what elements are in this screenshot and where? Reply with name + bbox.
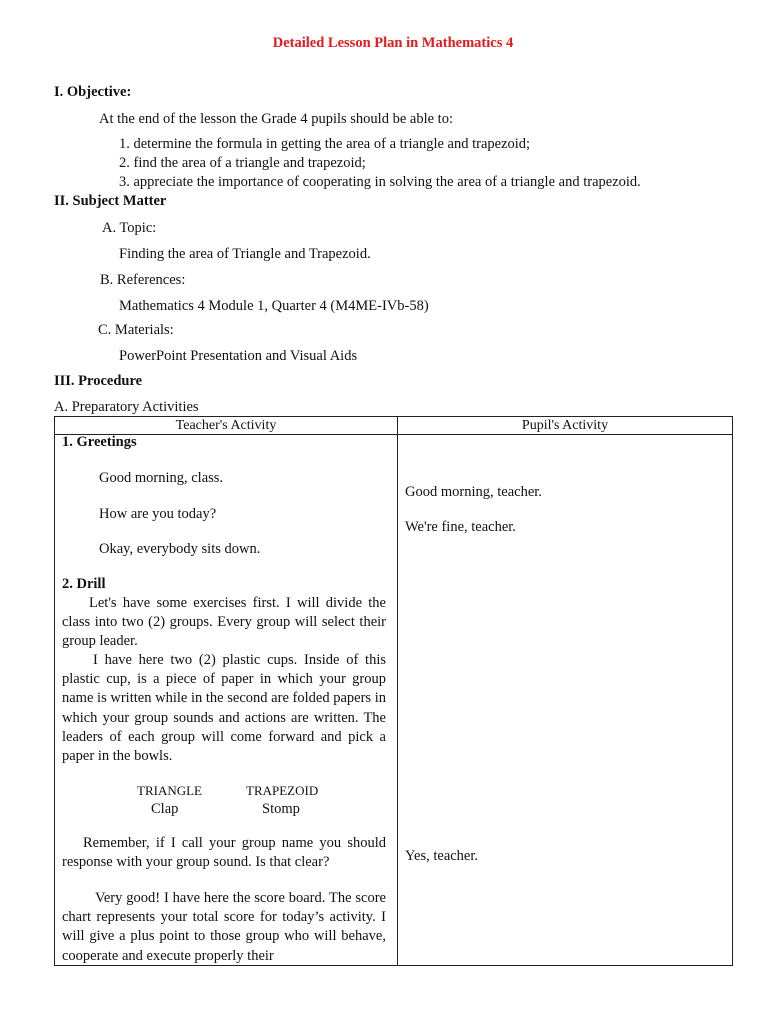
preparatory-activities-label: A. Preparatory Activities: [54, 399, 199, 415]
subject-matter-heading: II. Subject Matter: [54, 193, 167, 209]
drill-paragraph-4: Very good! I have here the score board. The score chart represents your total score for today’s activity. I will give a plus point to those group who will behave, cooperate and execute properly their: [62, 890, 386, 964]
drill-paragraph-2: I have here two (2) plastic cups. Inside of this plastic cup, is a piece of paper in which your group name is written while in the second are folded papers in which your group sounds and actions are written. The leaders of each group will come forward and pick a paper in the bowls.: [62, 652, 386, 765]
drill-heading: 2. Drill: [62, 576, 106, 592]
objective-intro: At the end of the lesson the Grade 4 pupils should be able to:: [99, 111, 453, 127]
objective-item-1: 1. determine the formula in getting the area of a triangle and trapezoid;: [119, 136, 531, 152]
teacher-column-header: Teacher's Activity: [55, 417, 398, 435]
teacher-how-are-you: How are you today?: [99, 506, 217, 522]
materials-text: PowerPoint Presentation and Visual Aids: [119, 348, 358, 364]
objective-item-3: 3. appreciate the importance of cooperating in solving the area of a triangle and trapezoid.: [119, 174, 641, 190]
teacher-activity-cell: [55, 435, 398, 966]
topic-label: A. Topic:: [102, 220, 157, 236]
pupil-greeting: Good morning, teacher.: [405, 484, 542, 500]
objective-item-2: 2. find the area of a triangle and trapezoid;: [119, 155, 366, 171]
teacher-sit-down: Okay, everybody sits down.: [99, 541, 261, 557]
greetings-heading: 1. Greetings: [62, 435, 137, 450]
pupil-yes: Yes, teacher.: [405, 848, 479, 864]
drill-paragraph-1: Let's have some exercises first. I will divide the class into two (2) groups. Every group will select their group leader.: [62, 595, 386, 650]
topic-text: Finding the area of Triangle and Trapezoid.: [119, 246, 371, 262]
materials-label: C. Materials:: [98, 322, 174, 338]
group-name-trapezoid: TRAPEZOID: [246, 783, 319, 798]
objective-heading: I. Objective:: [54, 84, 132, 100]
activity-table: [54, 416, 733, 966]
drill-paragraph-3: Remember, if I call your group name you should response with your group sound. Is that clear?: [62, 835, 386, 871]
procedure-heading: III. Procedure: [54, 373, 143, 389]
pupil-activity-cell: [398, 435, 733, 966]
teacher-greeting: Good morning, class.: [99, 470, 224, 486]
document-title: Detailed Lesson Plan in Mathematics 4: [272, 35, 514, 51]
group-name-triangle: TRIANGLE: [137, 783, 202, 798]
references-text: Mathematics 4 Module 1, Quarter 4 (M4ME-IVb-58): [119, 298, 429, 314]
references-label: B. References:: [100, 272, 186, 288]
group-action-stomp: Stomp: [262, 801, 300, 817]
group-action-clap: Clap: [151, 801, 179, 817]
pupil-column-header: Pupil's Activity: [398, 417, 733, 435]
pupil-fine: We're fine, teacher.: [405, 519, 516, 535]
